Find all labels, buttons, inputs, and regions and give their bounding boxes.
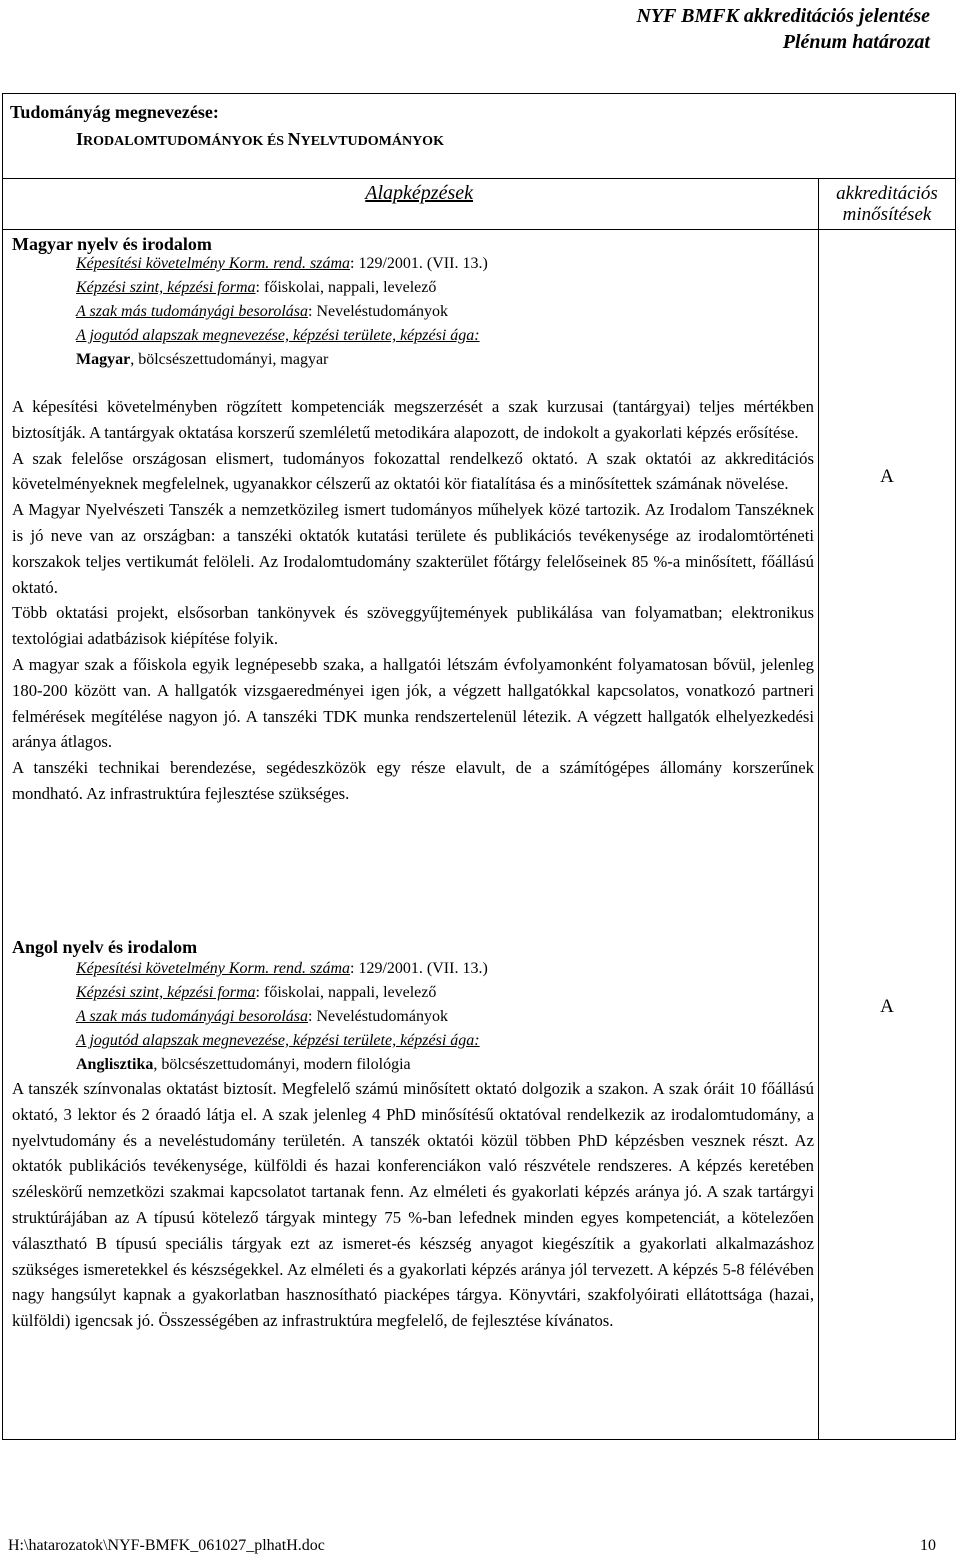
footer-page-number: 10 — [920, 1537, 936, 1554]
program-meta: Képesítési követelmény Korm. rend. száma: 129/2001. (VII. 13.) Képzési szint, képzési forma: főiskolai, nappali, levelező A szak más tudományági besorolása: Neveléstudományok A jogutód alapszak megnevezése, képzési területe, képzési ága: Magyar, bölcsészettudományi, magyar — [76, 255, 488, 368]
program-assessment: A tanszék színvonalas oktatást biztosít. Megfelelő számú minősített oktató dolgozik a szakon. A szak óráit 10 főállású oktató, 3 lektor és 2 óraadó látja el. A szak jelenleg 4 PhD minősítésű oktatóval rendelkezik az irodalomtudomány, a nyelvtudomány és a neveléstudomány területén. A tanszék oktatói közül többen PhD képzésben vesznek részt. Az oktatók publikációs tevékenysége, külföldi és hazai konferenciákon való részvétele rendszeres. A képzés keretében széleskörű nemzetközi szakmai kapcsolatot tartanak fenn. Az elméleti és gyakorlati képzés aránya jó. A szak tartárgyi struktúrájában az A típusú kötelező tárgyak mintegy 75 %-ban lefednek minden egyes kompetenciát, a kötelezően választható B típusú speciális tárgyak ezt az ismeret-és készség anyagot kiegészítik a gyakorlati alkalmazáshoz szükséges ismeretekkel és készségekkel. Az elméleti és a gyakorlati képzés aránya jól tervezett. A képzés 5-8 félévében nagy hangsúlyt kapnak a gyakorlatban hasznosítható piacképes tárgya. Könyvtári, szakfolyóirati ellátottsága (hazai, külföldi) igencsak jó. Összességében az infrastruktúra megfelelő, de fejlesztése kívánatos. — [12, 1079, 814, 1331]
discipline-name: IRODALOMTUDOMÁNYOK ÉS NYELVTUDOMÁNYOK — [76, 129, 444, 149]
programs-table — [2, 230, 956, 1440]
discipline-label: Tudományág megnevezése: — [10, 102, 219, 122]
discipline-title-box — [2, 93, 956, 179]
grade-column-header: akkreditációs minősítések — [836, 183, 938, 225]
program-grade: A — [880, 996, 894, 1017]
program-name: Angol nyelv és irodalom — [12, 937, 198, 957]
section-header-row — [2, 179, 956, 230]
program-meta: Képesítési követelmény Korm. rend. száma: 129/2001. (VII. 13.) Képzési szint, képzési forma: főiskolai, nappali, levelező A szak más tudományági besorolása: Neveléstudományok A jogutód alapszak megnevezése, képzési területe, képzési ága: Anglisztika, bölcsészettudományi, modern filológia — [76, 960, 488, 1073]
page-header — [636, 3, 930, 55]
program-grade: A — [880, 466, 894, 487]
section-title: Alapképzések — [365, 182, 473, 204]
header-line-2: Plénum határozat — [782, 31, 930, 53]
program-name: Magyar nyelv és irodalom — [12, 234, 212, 254]
program-assessment: A képesítési követelményben rögzített kompetenciák megszerzését a szak kurzusai (tantárgyai) teljes mértékben biztosítják. A tantárgyak oktatása korszerű szemléletű metodikára alapozott, de indokolt a gyakorlati képzés erősítése. A szak felelőse országosan elismert, tudományos fokozattal rendelkező oktató. A szak oktatói az akkreditációs követelményeknek megfelelnek, ugyanakkor célszerű az oktatói kör fiatalítása és a minősítettek számának növelése. A Magyar Nyelvészeti Tanszék a nemzetközileg ismert tudományos műhelyek közé tartozik. Az Irodalom Tanszéknek is jó neve van az országban: a tanszéki oktatók kutatási területe és publikációs tevékenysége az irodalomtörténeti korszakok teljes vertikumát felöleli. Az Irodalomtudomány szakterület főtárgy felelőseinek 85 %-a minősített, főállású oktató. Több oktatási projekt, elsősorban tankönyvek és szöveggyűjtemények publikálása van folyamatban; elektronikus textológiai adatbázisok kiépítése folyik. A magyar szak a főiskola egyik legnépesebb szaka, a hallgatói létszám évfolyamonként folyamatosan bővül, jelenleg 180-200 között van. A hallgatók vizsgaeredményei igen jók, a végzett hallgatókkal kapcsolatos, vonatkozó partneri felmérések megítélése nagyon jó. A tanszéki TDK munka rendszertelenül létezik. A végzett hallgatók elhelyezkedési aránya átlagos. A tanszéki technikai berendezése, segédeszközök egy része elavult, de a számítógépes állomány korszerűnek mondható. Az infrastruktúra fejlesztése szükséges. — [12, 397, 814, 803]
footer-file-path: H:\hatarozatok\NYF-BMFK_061027_plhatH.doc — [8, 1537, 325, 1554]
header-line-1: NYF BMFK akkreditációs jelentése — [636, 5, 930, 27]
